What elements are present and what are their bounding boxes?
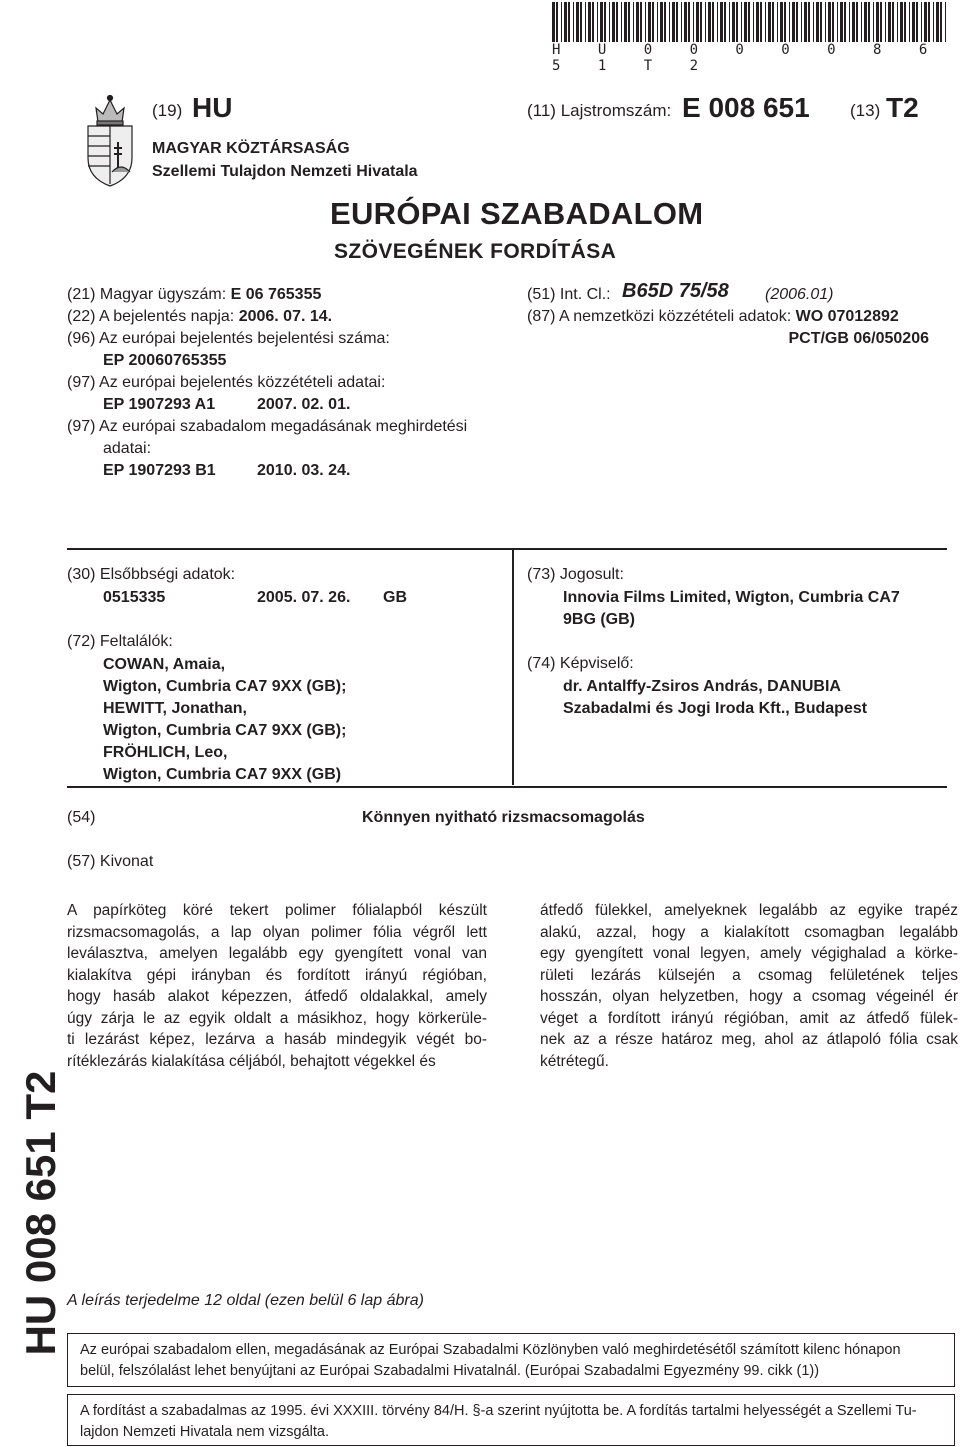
barcode-bar	[828, 2, 831, 42]
notice-line: Az európai szabadalom ellen, megadásának az Európai Szabadalmi Közlönyben való meghirdetésétől számított kilenc hónapon	[80, 1342, 901, 1358]
proprietor-label: (73) Jogosult:	[527, 566, 624, 583]
kind-code-label: (13)	[850, 101, 881, 120]
barcode-bar	[609, 2, 610, 42]
barcode-bar	[784, 2, 786, 42]
barcode-bar	[744, 2, 747, 42]
barcode-bar	[717, 2, 718, 42]
inventor-line: HEWITT, Jonathan,	[103, 700, 247, 717]
barcode-bar	[568, 2, 570, 42]
barcode-bar	[780, 2, 783, 42]
barcode-bar	[652, 2, 654, 42]
inventor-line: COWAN, Amaia,	[103, 656, 226, 673]
abstract-line: nek az a része határoz meg, ahol az átlapoló fólia csak	[540, 1031, 958, 1048]
barcode-bar	[597, 2, 598, 42]
barcode-bar	[792, 2, 795, 42]
barcode-bar	[888, 2, 891, 42]
barcode-bar	[864, 2, 867, 42]
barcode-bar	[556, 2, 558, 42]
barcode-bar	[688, 2, 690, 42]
barcode-bar	[753, 2, 754, 42]
barcode-bar	[564, 2, 567, 42]
inventors-label: (72) Feltalálók:	[67, 633, 173, 650]
title-label: (54)	[67, 809, 96, 826]
barcode-bar	[724, 2, 726, 42]
barcode-bar	[876, 2, 879, 42]
section-divider-top	[67, 548, 947, 550]
hungarian-coat-of-arms-icon	[80, 92, 140, 188]
barcode-bar	[897, 2, 898, 42]
translation-notice	[67, 1394, 955, 1446]
ep-publication-label: (97) Az európai bejelentés közzétételi adatai:	[67, 374, 386, 391]
abstract-line: hogy hasáb alakot képezzen, átfedő oldalakkal, amely	[67, 988, 487, 1005]
barcode-bar	[813, 2, 814, 42]
barcode-bar	[708, 2, 711, 42]
barcode-bar	[669, 2, 670, 42]
barcode-bar	[729, 2, 730, 42]
abstract-line: leválasztva, amelyen legalább egy gyengített vonal van	[67, 945, 487, 962]
office-country: MAGYAR KÖZTÁRSASÁG	[152, 140, 350, 157]
abstract-column-2	[540, 900, 958, 1072]
ep-publication-number: EP 1907293 A1	[103, 396, 216, 413]
notice-line: belül, felszólalást lehet benyújtani az Európai Szabadalmi Hivatalnál. (Európai Szabadalmi Egyezmény 99. cikk (1))	[80, 1363, 820, 1379]
barcode-bar	[924, 2, 927, 42]
barcode-bar	[681, 2, 682, 42]
barcode-bar	[772, 2, 774, 42]
barcode-bar	[588, 2, 591, 42]
barcode-bar	[696, 2, 699, 42]
barcode-bar	[576, 2, 579, 42]
abstract-line: kétrétegű.	[540, 1052, 609, 1070]
barcode-bar	[861, 2, 862, 42]
barcode-bar	[720, 2, 723, 42]
barcode-bar	[837, 2, 838, 42]
intl-classification-label: (51) Int. Cl.:	[527, 286, 611, 303]
notice-line: A fordítást a szabadalmas az 1995. évi XXXIII. törvény 84/H. §-a szerint nyújtotta be. A fordítás tartalmi helyességét a Szellemi Tu-	[80, 1403, 917, 1419]
barcode-bar	[592, 2, 594, 42]
barcode-bar	[904, 2, 906, 42]
representative-line: Szabadalmi és Jogi Iroda Kft., Budapest	[563, 700, 868, 717]
barcode-bar	[801, 2, 802, 42]
barcode-bar	[648, 2, 651, 42]
abstract-line: úgy zárja le az egyik oldalt a másikhoz, hogy körkerüle-	[67, 1009, 487, 1027]
barcode-bar	[852, 2, 855, 42]
barcode-bar	[760, 2, 762, 42]
barcode-bar	[628, 2, 630, 42]
abstract-line: hosszán, olyan helyzetben, hogy a csomag végeinél ér	[540, 988, 958, 1005]
ep-application-label: (96) Az európai bejelentés bejelentési száma:	[67, 330, 390, 347]
barcode-bar	[840, 2, 843, 42]
registration-number: E 008 651	[682, 92, 810, 123]
extent-note: A leírás terjedelme 12 oldal (ezen belül 6 lap ábra)	[67, 1292, 424, 1309]
barcode-bar	[616, 2, 618, 42]
barcode-bar	[912, 2, 915, 42]
barcode-bar	[808, 2, 810, 42]
barcode	[552, 2, 946, 42]
barcode-bar	[640, 2, 642, 42]
barcode-bar	[660, 2, 663, 42]
barcode-bar	[676, 2, 678, 42]
barcode-bar	[844, 2, 846, 42]
ep-grant-label: (97) Az európai szabadalom megadásának meghirdetési	[67, 418, 468, 435]
barcode-bar	[849, 2, 850, 42]
barcode-bar	[741, 2, 742, 42]
barcode-bar	[585, 2, 586, 42]
abstract-line: A papírköteg köré tekert polimer fólialapból készült	[67, 902, 487, 919]
barcode-bar	[768, 2, 771, 42]
proprietor-line: Innovia Films Limited, Wigton, Cumbria CA7	[563, 589, 900, 606]
representative-line: dr. Antalffy-Zsiros András, DANUBIA	[563, 678, 841, 695]
registration-label: (11) Lajstromszám:	[527, 101, 672, 120]
case-number-field: (21) Magyar ügyszám: E 06 765355	[67, 286, 322, 303]
abstract-line: rítéklezárás kialakítása céljából, behajtott végekkel és	[67, 1052, 436, 1070]
barcode-bar	[552, 2, 555, 42]
section-divider-bottom	[67, 786, 947, 788]
barcode-bar	[736, 2, 738, 42]
abstract-line: rületi lezárás külsején a csomag felületének teljes	[540, 966, 958, 984]
barcode-bar	[748, 2, 750, 42]
invention-title: Könnyen nyitható rizsmacsomagolás	[362, 809, 645, 826]
barcode-bar	[796, 2, 798, 42]
barcode-bar	[756, 2, 759, 42]
abstract-line: átfedő fülekkel, amelyeknek legalább az egyike trapéz	[540, 902, 958, 919]
barcode-bar	[664, 2, 666, 42]
inventor-line: Wigton, Cumbria CA7 9XX (GB);	[103, 678, 347, 695]
document-subtitle: SZÖVEGÉNEK FORDÍTÁSA	[334, 240, 617, 263]
barcode-bar	[933, 2, 934, 42]
barcode-bar	[604, 2, 606, 42]
barcode-bar	[873, 2, 874, 42]
barcode-bar	[916, 2, 918, 42]
barcode-bar	[921, 2, 922, 42]
barcode-bar	[712, 2, 714, 42]
abstract-line: véget a fordított irányú régióban, amit az átfedő fülek-	[540, 1009, 958, 1027]
barcode-bar	[732, 2, 735, 42]
barcode-bar	[880, 2, 882, 42]
abstract-label: (57) Kivonat	[67, 853, 154, 870]
barcode-number: H U 0 0 0 0 0 8 6 5 1 T 2	[552, 42, 942, 74]
intl-classification-date: (2006.01)	[765, 286, 834, 303]
intl-classification-code: B65D 75/58	[622, 280, 729, 302]
column-divider	[512, 550, 514, 785]
abstract-line: egy gyengített vonal legyen, amely végighalad a körke-	[540, 945, 958, 962]
barcode-bar	[657, 2, 658, 42]
ep-publication-date: 2007. 02. 01.	[257, 396, 351, 413]
proprietor-line: 9BG (GB)	[563, 611, 635, 628]
intl-pct-number: PCT/GB 06/050206	[788, 330, 929, 347]
barcode-bar	[684, 2, 687, 42]
barcode-bar	[705, 2, 706, 42]
barcode-bar	[789, 2, 790, 42]
inventor-line: FRÖHLICH, Leo,	[103, 744, 228, 761]
barcode-bar	[561, 2, 562, 42]
barcode-bar	[777, 2, 778, 42]
priority-number: 0515335	[103, 589, 166, 606]
barcode-bar	[945, 2, 946, 42]
barcode-bar	[816, 2, 819, 42]
barcode-bar	[693, 2, 694, 42]
intl-publication-field: (87) A nemzetközi közzétételi adatok: WO 07012892	[527, 308, 899, 325]
abstract-line: ti lezárást képez, lezárva a hasáb mindegyik végét bo-	[67, 1031, 487, 1048]
office-name: Szellemi Tulajdon Nemzeti Hivatala	[152, 163, 418, 180]
barcode-bar	[868, 2, 870, 42]
country-code-label: (19)	[152, 101, 183, 120]
barcode-bar	[633, 2, 634, 42]
ep-application-number: EP 20060765355	[103, 352, 227, 369]
notice-line: lajdon Nemzeti Hivatala nem vizsgálta.	[80, 1424, 330, 1440]
abstract-column-1	[67, 900, 487, 1072]
barcode-bar	[636, 2, 639, 42]
barcode-bar	[928, 2, 930, 42]
abstract-line: kialakítva gépi irányban és fordított irányú régióban,	[67, 966, 487, 984]
side-publication-number: HU 008 651 T2	[17, 1070, 64, 1356]
barcode-bar	[820, 2, 822, 42]
document-title: EURÓPAI SZABADALOM	[330, 196, 704, 231]
barcode-bar	[573, 2, 574, 42]
barcode-bar	[892, 2, 894, 42]
inventor-line: Wigton, Cumbria CA7 9XX (GB);	[103, 722, 347, 739]
inventor-line: Wigton, Cumbria CA7 9XX (GB)	[103, 766, 342, 783]
barcode-bar	[900, 2, 903, 42]
barcode-bar	[885, 2, 886, 42]
ep-grant-label-cont: adatai:	[103, 440, 152, 457]
ep-grant-date: 2010. 03. 24.	[257, 462, 351, 479]
barcode-bar	[600, 2, 603, 42]
opposition-notice	[67, 1333, 955, 1387]
abstract-line: rizsmacsomagolás, a lap olyan polimer fólia végről lett	[67, 923, 487, 941]
priority-date: 2005. 07. 26.	[257, 589, 351, 606]
barcode-bar	[909, 2, 910, 42]
priority-label: (30) Elsőbbségi adatok:	[67, 566, 236, 583]
priority-country: GB	[383, 589, 407, 606]
kind-code: T2	[886, 92, 919, 123]
ep-grant-number: EP 1907293 B1	[103, 462, 216, 479]
barcode-bar	[832, 2, 834, 42]
barcode-bar	[700, 2, 702, 42]
barcode-bar	[765, 2, 766, 42]
barcode-bar	[645, 2, 646, 42]
barcode-bar	[621, 2, 622, 42]
barcode-bar	[612, 2, 615, 42]
barcode-bar	[856, 2, 858, 42]
barcode-bar	[624, 2, 627, 42]
filing-date-field: (22) A bejelentés napja: 2006. 07. 14.	[67, 308, 333, 325]
representative-label: (74) Képviselő:	[527, 655, 634, 672]
barcode-bar	[940, 2, 942, 42]
barcode-bar	[825, 2, 826, 42]
country-code: HU	[192, 92, 233, 123]
barcode-bar	[936, 2, 939, 42]
barcode-bar	[580, 2, 582, 42]
barcode-bar	[804, 2, 807, 42]
abstract-line: alakú, azzal, hogy a kialakított csomagban legalább	[540, 923, 958, 941]
barcode-bar	[672, 2, 675, 42]
